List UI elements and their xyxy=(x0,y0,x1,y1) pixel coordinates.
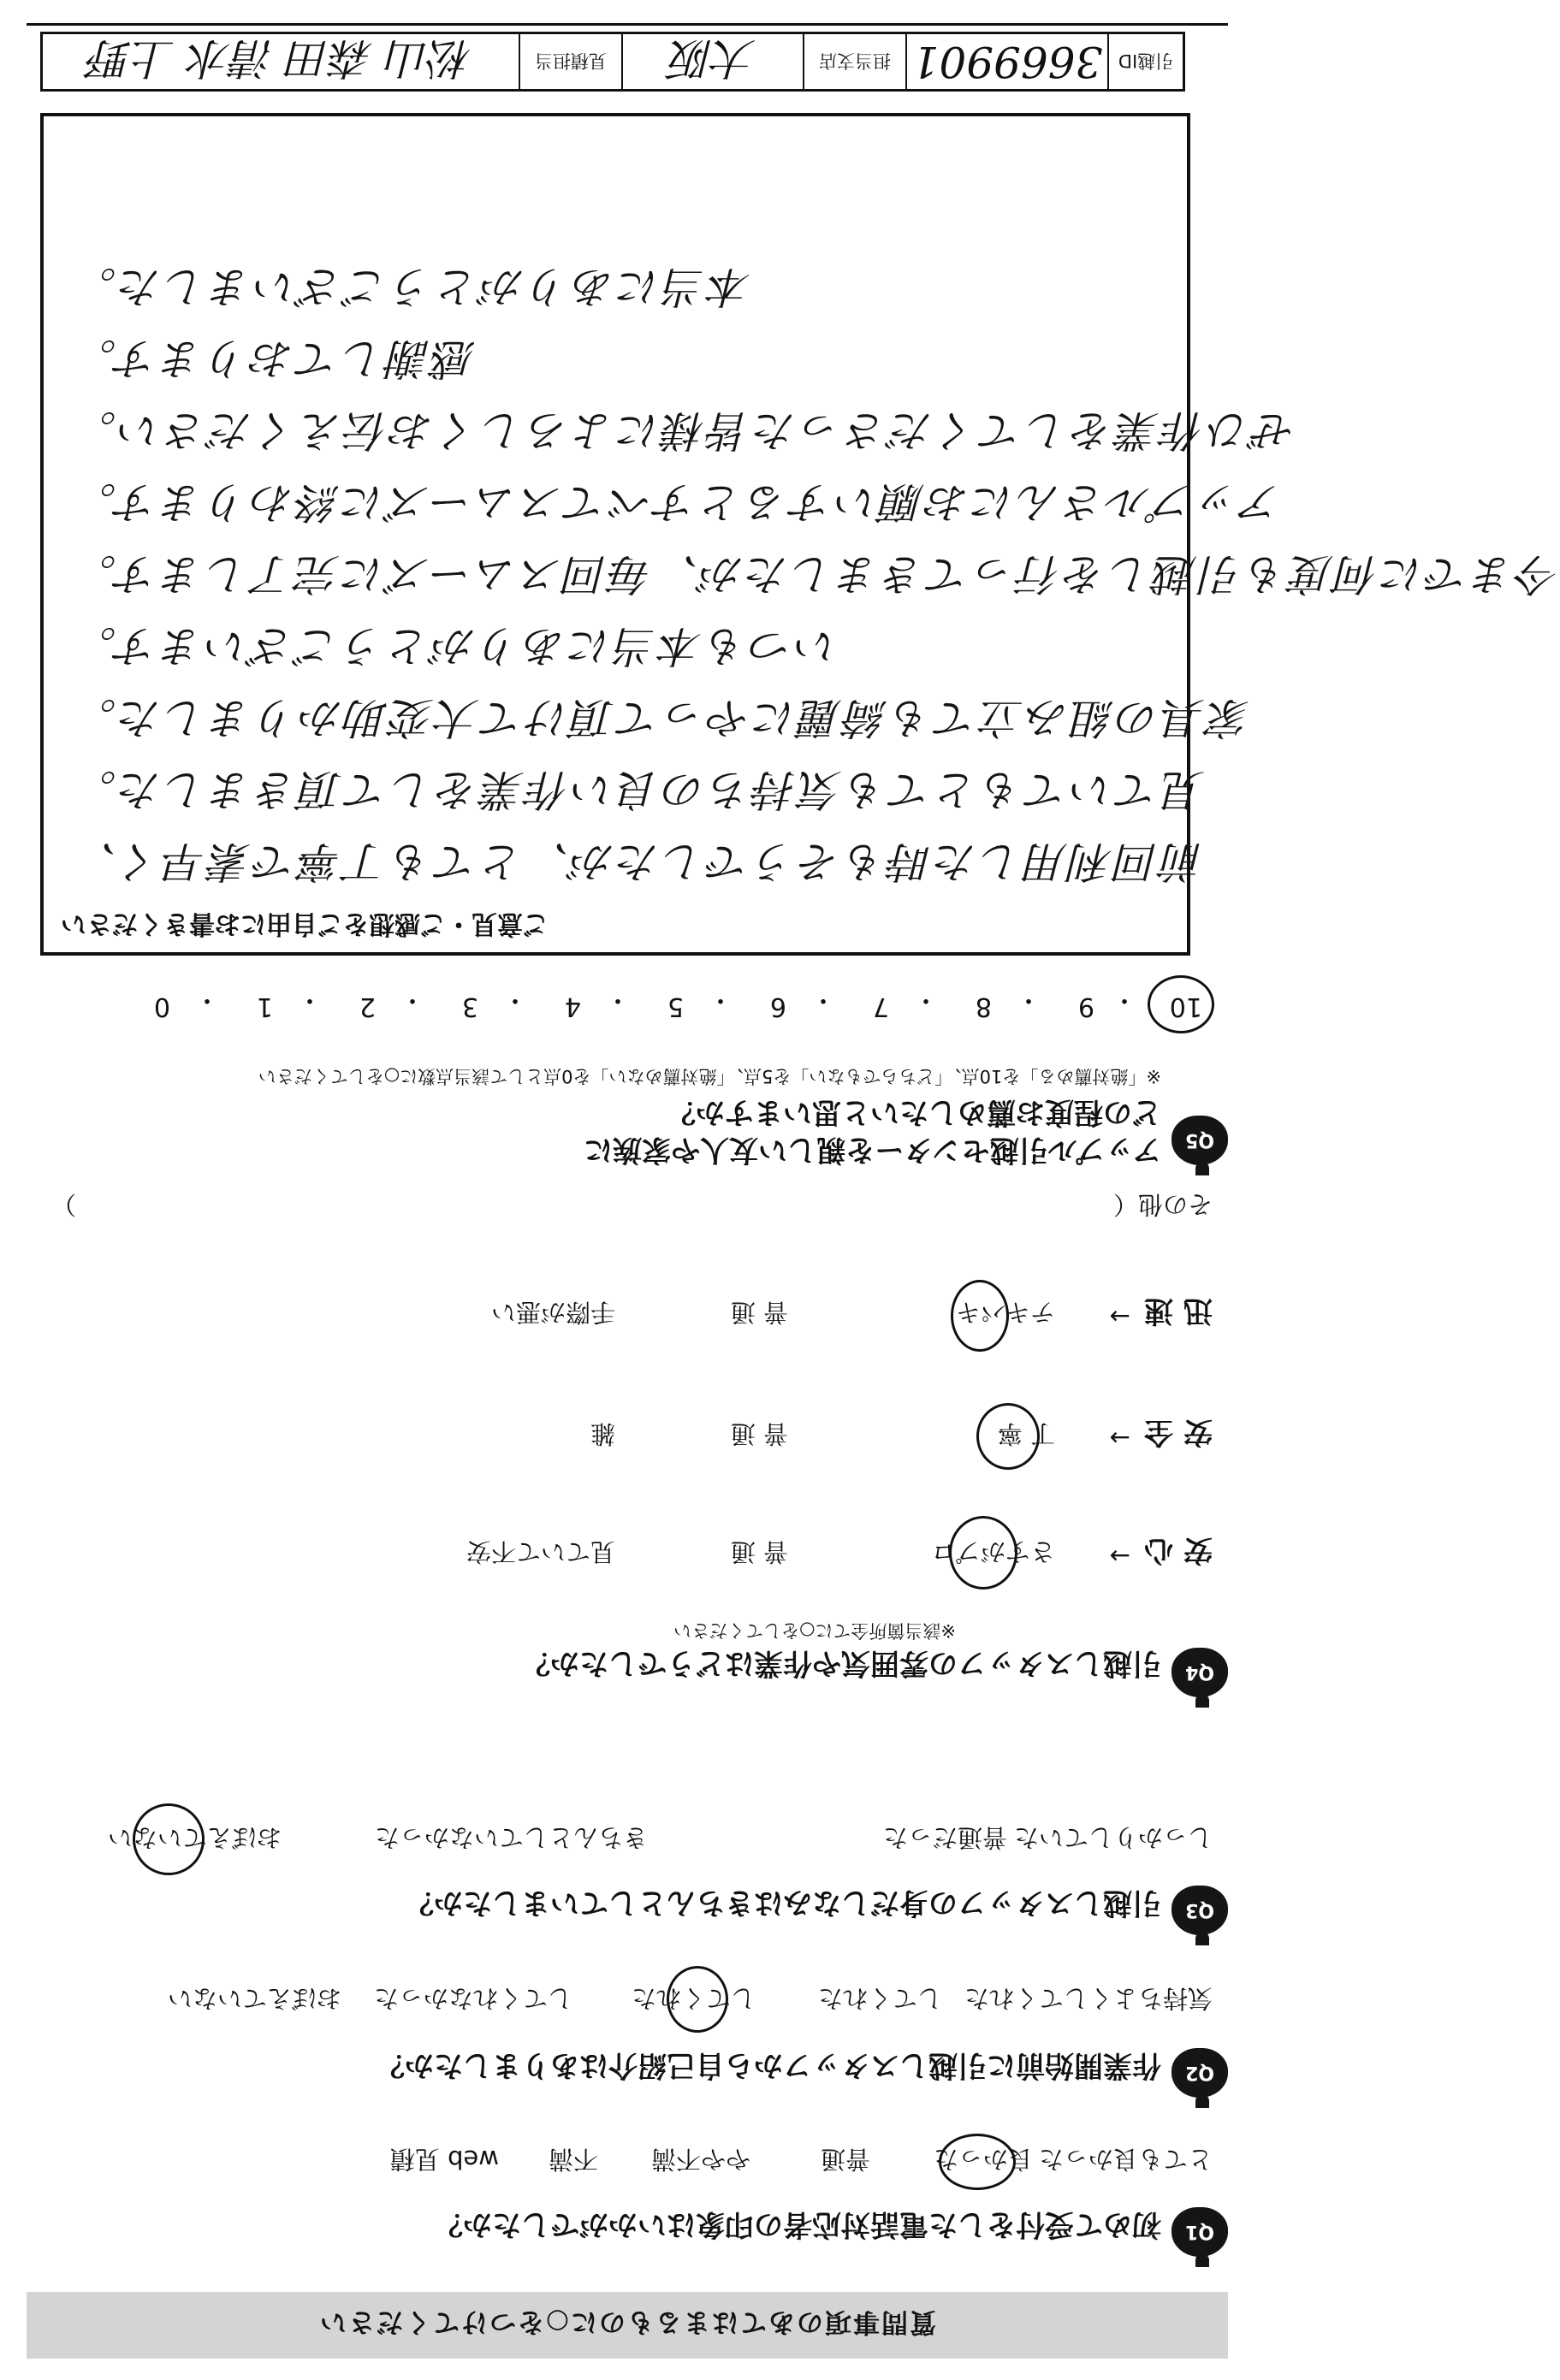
q4-selection-circle xyxy=(951,1280,1009,1352)
q5-selection-circle xyxy=(1148,975,1214,1033)
branch-label: 担当支店 xyxy=(804,34,907,89)
q5-question-line2: どの程度お薦めしたいと思いますか？ xyxy=(667,1095,1161,1129)
q4-other-label: その他（ xyxy=(1112,1190,1213,1219)
q4-question: 引越しスタッフの雰囲気や作業はどうでしたか？ xyxy=(521,1646,1161,1680)
q3-option-selected[interactable]: おぼえていない xyxy=(107,1823,282,1852)
q5-scale-option[interactable]: 7 xyxy=(872,992,889,1021)
q5-badge-icon: Q5 xyxy=(1171,1116,1228,1165)
scale-dot: ・ xyxy=(1112,985,1137,1015)
q3-selection-circle xyxy=(133,1803,205,1875)
q1-option[interactable]: web 見積 xyxy=(389,2145,499,2174)
q5-scale-option[interactable]: 8 xyxy=(975,992,992,1021)
comment-line: 感謝しております。 xyxy=(71,334,476,383)
q3-badge-icon: Q3 xyxy=(1171,1886,1228,1935)
q2-badge-icon: Q2 xyxy=(1171,2048,1228,2098)
q2-selection-circle xyxy=(667,1966,728,2033)
q2-option[interactable]: してくれた xyxy=(817,1984,942,2013)
q4-selection-circle xyxy=(949,1516,1017,1590)
arrow-icon: → xyxy=(1109,1302,1130,1331)
q5-scale-option[interactable]: 1 xyxy=(256,992,273,1021)
q5-scale-option[interactable]: 6 xyxy=(769,992,786,1021)
q1-option[interactable]: やや不満 xyxy=(650,2145,750,2174)
q2-option[interactable]: 気持ちよくしてくれた xyxy=(964,1984,1213,2013)
comment-line: 前回利用した時もそうでしたが、とても丁寧で素早く、 xyxy=(71,837,1204,886)
q1-option[interactable]: とても良かった xyxy=(1038,2145,1213,2174)
q4-option[interactable]: 普 通 xyxy=(730,1537,788,1566)
q5-scale-option-selected[interactable]: 10 xyxy=(1169,992,1202,1021)
comment-line: 今までに何度も引越しを行ってきましたが、毎回スムーズに完了します。 xyxy=(71,549,1560,599)
arrow-icon: → xyxy=(1109,1542,1130,1571)
sales-label: 見積担当 xyxy=(520,34,623,89)
bottom-rule xyxy=(27,23,1228,26)
q4-option[interactable]: 普 通 xyxy=(730,1419,788,1448)
scale-dot: ・ xyxy=(810,985,836,1015)
q5-scale-option[interactable]: 5 xyxy=(667,992,684,1021)
q5-scale-option[interactable]: 2 xyxy=(359,992,376,1021)
comment-line: いつも本当にありがとうございます。 xyxy=(71,621,839,671)
id-strip xyxy=(40,32,1185,92)
comment-heading: ご意見・ご感想をご自由にお書きください xyxy=(61,909,549,938)
q1-option[interactable]: 不満 xyxy=(548,2145,598,2174)
instruction-band xyxy=(27,2292,1228,2359)
q4-option[interactable]: 見ていて不安 xyxy=(466,1537,615,1566)
scale-dot: ・ xyxy=(708,985,733,1015)
q4-option[interactable]: 普 通 xyxy=(730,1298,788,1327)
q4-other-close: ） xyxy=(50,1190,76,1219)
q3-option[interactable]: しっかりしていた xyxy=(1013,1823,1213,1852)
q4-row-label: 安 心 xyxy=(1144,1533,1213,1567)
q4-selection-circle xyxy=(976,1403,1040,1470)
scale-dot: ・ xyxy=(1016,985,1041,1015)
q4-row-label: 安 全 xyxy=(1144,1415,1213,1449)
comment-line: 家具の組み立ても綺麗にやって頂けて大変助かりました。 xyxy=(71,693,1250,743)
q4-option-selected[interactable]: さすがプロ xyxy=(930,1537,1055,1566)
comment-box[interactable] xyxy=(40,113,1560,956)
q2-option[interactable]: おぼえていない xyxy=(167,1984,341,2013)
sales-value: 松山 森田 清水 上野 xyxy=(43,34,520,89)
q5-scale-option[interactable]: 4 xyxy=(564,992,581,1021)
instruction-text: 質問事項のあてはまるものに○をつけてください xyxy=(317,2306,937,2338)
q5-note: ※「絶対薦める」を10点、「どちらでもない」を5点、「絶対薦めない」を0点として該当点数に○をしてください xyxy=(258,1066,1161,1086)
arrow-icon: → xyxy=(1109,1424,1130,1453)
q5-scale-option[interactable]: 0 xyxy=(153,992,170,1021)
q3-option[interactable]: きちんとしていなかった xyxy=(374,1823,648,1852)
scale-dot: ・ xyxy=(502,985,528,1015)
branch-value: 大阪 xyxy=(623,34,804,89)
q5-scale-option[interactable]: 9 xyxy=(1077,992,1094,1021)
q1-badge-icon: Q1 xyxy=(1171,2207,1228,2257)
q2-option[interactable]: してくれなかった xyxy=(373,1984,572,2013)
q4-note: ※該当箇所全てに○をしてください xyxy=(673,1620,956,1641)
comment-line: アップルさんにお願いするとすべてスムーズに終わります。 xyxy=(71,477,1283,527)
q2-question: 作業開始前に引越しスタッフから自己紹介はありましたか？ xyxy=(376,2048,1161,2082)
q3-question: 引越しスタッフの身だしなみはきちんとしていましたか？ xyxy=(405,1886,1161,1920)
comment-line: ぜひ作業をしてくださった皆様によろしくお伝えください。 xyxy=(71,406,1296,455)
scale-dot: ・ xyxy=(913,985,939,1015)
scale-dot: ・ xyxy=(605,985,631,1015)
q4-option-selected[interactable]: テキパキ xyxy=(955,1298,1055,1327)
q5-question-line1: アップル引越センターを親しい友人や家族に xyxy=(584,1133,1161,1167)
q4-row-label: 迅 速 xyxy=(1144,1294,1213,1328)
scale-dot: ・ xyxy=(194,985,220,1015)
id-value: 3669901 xyxy=(907,34,1109,89)
id-label: 引越ID xyxy=(1118,50,1174,71)
q4-option-selected[interactable]: 丁 寧 xyxy=(997,1419,1055,1448)
q2-option-selected[interactable]: してくれた xyxy=(631,1984,756,2013)
q1-option-selected[interactable]: 良かった xyxy=(933,2145,1033,2174)
q1-option[interactable]: 普通 xyxy=(820,2145,870,2174)
comment-line: 本当にありがとうございました。 xyxy=(71,262,751,311)
q4-option[interactable]: 手際が悪い xyxy=(490,1298,615,1327)
q4-badge-icon: Q4 xyxy=(1171,1648,1228,1697)
q5-scale-option[interactable]: 3 xyxy=(461,992,478,1021)
q1-selection-circle xyxy=(939,2134,1016,2190)
q1-question: 初めて受付をした電話対応者の印象はいかがでしたか？ xyxy=(434,2207,1161,2241)
q4-option[interactable]: 雑 xyxy=(590,1419,615,1448)
scale-dot: ・ xyxy=(297,985,323,1015)
scale-dot: ・ xyxy=(400,985,425,1015)
q3-option[interactable]: 普通だった xyxy=(882,1823,1007,1852)
comment-line: 見ていてもとても気持ちの良い作業をして頂きました。 xyxy=(71,765,1205,814)
